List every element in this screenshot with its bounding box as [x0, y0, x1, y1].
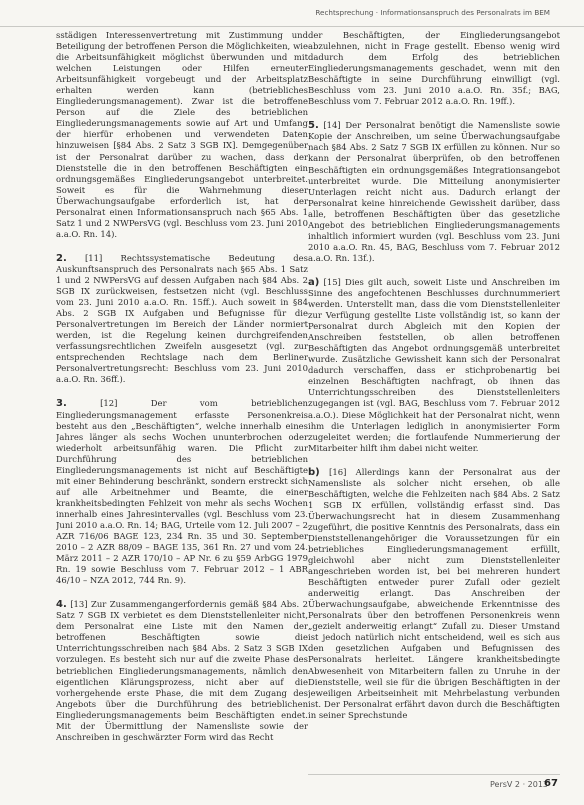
- paragraph: 5. [14] Der Personalrat benötigt die Namensliste sowie Kopie der Anschreiben, um seine Überwachungsaufgabe nach §84 Abs. 2 Satz 7 SGB IX erfüllen zu können. Nur so kann der Personalrat überprüfen, ob den betroffenen Beschäftigten ein ordnungsgemäßes Integrationsangebot unterbreitet wurde. Die Mitteilung anonymisierter Unterlagen reicht nicht aus. Dadurch erlangt der Personalrat keine hinreichende Gewissheit darüber, dass alle, betroffenen Beschäftigten über das gesetzliche Angebot des betrieblichen Eingliederungsmanagements inhaltlich informiert wurden (vgl. Beschluss vom 23. Juni 2010 a.a.O. Rn. 45, BAG, Beschluss vom 7. Februar 2012 a.a.O. Rn. 13f.).: [308, 120, 560, 263]
- paragraph-number: a): [308, 276, 320, 288]
- journal-issue: PersV 2 · 2013: [490, 780, 549, 789]
- left-column: [56, 30, 308, 768]
- paragraph-number: 5.: [308, 120, 319, 132]
- paragraph: a) [15] Dies gilt auch, soweit Liste und Anschreiben im Sinne des angefochtenen Beschlusses durchnummeriert werden. Unterstellt man, dass die vom Dienststellenleiter zur Verfügung gestellte Liste vollständig ist, so kann der Personalrat durch Abgleich mit den Kopien der Anschreiben feststellen, ob allen betroffenen Beschäftigten das Angebot ordnungsgemäß unterbreitet wurde. Zusätzliche Gewissheit kann sich der Personalrat dadurch verschaffen, dass er stichprobenartig bei einzelnen Beschäftigten nachfragt, ob ihnen das Unterrichtungsschreiben des Dienststellenleiters zugegangen ist (vgl. BAG, Beschluss vom 7. Februar 2012 a.a.O.). Diese Möglichkeit hat der Personalrat nicht, wenn ihm die Unterlagen lediglich in anonymisierter Form zugeleitet werden; die fortlaufende Nummerierung der Mitarbeiter hilft ihm dabei nicht weiter.: [308, 276, 560, 453]
- paragraph: 3. [12] Der vom betrieblichen Eingliederungsmanagement erfasste Personenkreis besteht aus den „Beschäftigten“, welche innerhalb eines Jahres länger als sechs Wochen ununterbrochen oder wiederholt arbeitsunfähig waren. Die Pflicht zur Durchführung des betrieblichen Eingliederungsmanagements ist nicht auf Beschäftigte mit einer Behinderung beschränkt, sondern erstreckt sich auf alle Arbeitnehmer und Beamte, die einer krankheitsbedingten Fehlzeit von mehr als sechs Wochen innerhalb eines Jahresintervalles (vgl. Beschluss vom 23. Juni 2010 a.a.O. Rn. 14; BAG, Urteile vom 12. Juli 2007 – 2 AZR 716/06 BAGE 123, 234 Rn. 35 und 30. September 2010 – 2 AZR 88/09 – BAGE 135, 361 Rn. 27 und vom 24. März 2011 – 2 AZR 170/10 – AP Nr. 6 zu §59 ArbGG 1979 Rn. 19 sowie Beschluss vom 7. Februar 2012 – 1 ABR 46/10 – NZA 2012, 744 Rn. 9).: [56, 398, 308, 586]
- paragraph-number: 2.: [56, 252, 67, 264]
- right-column: [308, 30, 560, 768]
- paragraph: 2. [11] Rechtssystematische Bedeutung des Auskunftsanspruch des Personalrats nach §65 Abs. 1 Satz 1 und 2 NWPersVG auf dessen Aufgaben nach §84 Abs. 2 SGB IX zurückweisen, festsetzen nicht (vgl. Beschluss vom 23. Juni 2010 a.a.O. Rn. 15ff.). Auch soweit in §84 Abs. 2 SGB IX Aufgaben und Befugnisse für die Personalvertretungen im Bereich der Länder normiert werden, ist die Regelung keinen durchgreifenden verfassungsrechtlichen Zweifeln ausgesetzt (vgl. zur entsprechenden Rechtslage nach dem Berliner Personalvertretungsrecht: Beschluss vom 23. Juni 2010 a.a.O. Rn. 36ff.).: [56, 252, 308, 385]
- paragraph: sstädigen Interessenvertretung mit Zustimmung und Beteiligung der betroffenen Person die Möglichkeiten, wie die Arbeitsunfähigkeit möglichst überwunden und mit welchen Leistungen oder Hilfen erneuter Arbeitsunfähigkeit vorgebeugt und der Arbeitsplatz erhalten werden kann (betriebliches Eingliederungsmanagement). Zwar ist die betroffene Person auf die Ziele des betrieblichen Eingliederungsmanagements sowie auf Art und Umfang der hierfür erhobenen und verwendeten Daten hinzuweisen [§84 Abs. 2 Satz 3 SGB IX]. Demgegenüber ist der Personalrat darüber zu wachen, dass der Dienststelle die in den betroffenen Beschäftigten ein ordnungsgemäßes Eingliederungsangebot unterbreitet. Soweit es für die Wahrnehmung dieser Überwachungsaufgabe erforderlich ist, hat der Personalrat einen Informationsanspruch nach §65 Abs. 1 Satz 1 und 2 NWPersVG (vgl. Beschluss vom 23. Juni 2010 a.a.O. Rn. 14).: [56, 30, 308, 239]
- paragraph-number: 4.: [56, 599, 67, 611]
- paragraph-number: b): [308, 466, 320, 478]
- running-title: Rechtsprechung · Informationsanspruch des Personalrats im BEM: [315, 8, 550, 17]
- paragraph: b) [16] Allerdings kann der Personalrat aus der Namensliste als solcher nicht ersehen, ob alle Beschäftigten, welche die Fehlzeiten nach §84 Abs. 2 Satz 1 SGB IX erfüllen, vollständig erfasst sind. Das Überwachungsrecht hat in diesem Zusammenhang zugeführt, die positive Kenntnis des Personalrats, dass ein Dienststellenangehöriger die Voraussetzungen für ein betriebliches Eingliederungsmanagement erfüllt, gleichwohl aber nicht zum Dienststellenleiter angeschrieben worden ist, bei bei mehreren hundert Beschäftigten entweder purer Zufall oder gezielt anderweitig erlangt. Das Anschreiben der Überwachungsaufgabe, abweichende Erkenntnisse des Personalrats über den betroffenen Personenkreis wenn „gezielt anderweitig erlangt“ Zufall zu. Dieser Umstand ist jedoch natürlich nicht entscheidend, weil es sich aus den gesetzlichen Aufgaben und Befugnissen des Personalrats herleitet. Längere krankheitsbedingte Abwesenheit von Mitarbeitern fallen zu Unruhe in der Dienststelle, weil sie für die übrigen Beschäftigten in der jeweiligen Arbeitseinheit mit Mehrbelastung verbunden ist. Der Personalrat erfährt davon durch die Beschäftigten in seiner Sprechstunde: [308, 466, 560, 720]
- page-footer: [0, 774, 584, 805]
- paragraph-number: 3.: [56, 398, 67, 410]
- paragraph: 4. [13] Zur Zusammengangerfordernis gemäß §84 Abs. 2 Satz 7 SGB IX verbietet es dem Dienststellenleiter nicht, dem Personalrat eine Liste mit den Namen der betroffenen Beschäftigten sowie die Unterrichtungsschreiben nach §84 Abs. 2 Satz 3 SGB IX vorzulegen. Es besteht sich nur auf die zweite Phase des betrieblichen Eingliederungsmanagements, nämlich den eigentlichen Klärungsprozess, nicht aber auf die vorhergehende erste Phase, die mit dem Zugang des Angebots über die Durchführung des betrieblichen Eingliederungsmanagements beim Beschäftigten endet. Mit der Übermittlung der Namensliste sowie der Anschreiben in geschwärzter Form wird das Recht: [56, 599, 308, 742]
- page-number: 67: [544, 778, 558, 789]
- paragraph: der Beschäftigten, der Eingliederungsangebot abzulehnen, nicht in Frage gestellt. Ebenso wenig wird dadurch dem Erfolg des betrieblichen Eingliederungsmanagements geschadet, wenn mit den Beschäftigte in seine Durchführung einwilligt (vgl. Beschluss vom 23. Juni 2010 a.a.O. Rn. 35f.; BAG, Beschluss vom 7. Februar 2012 a.a.O. Rn. 19ff.).: [308, 30, 560, 107]
- footer-rule: [308, 774, 560, 775]
- page-header: [0, 0, 584, 27]
